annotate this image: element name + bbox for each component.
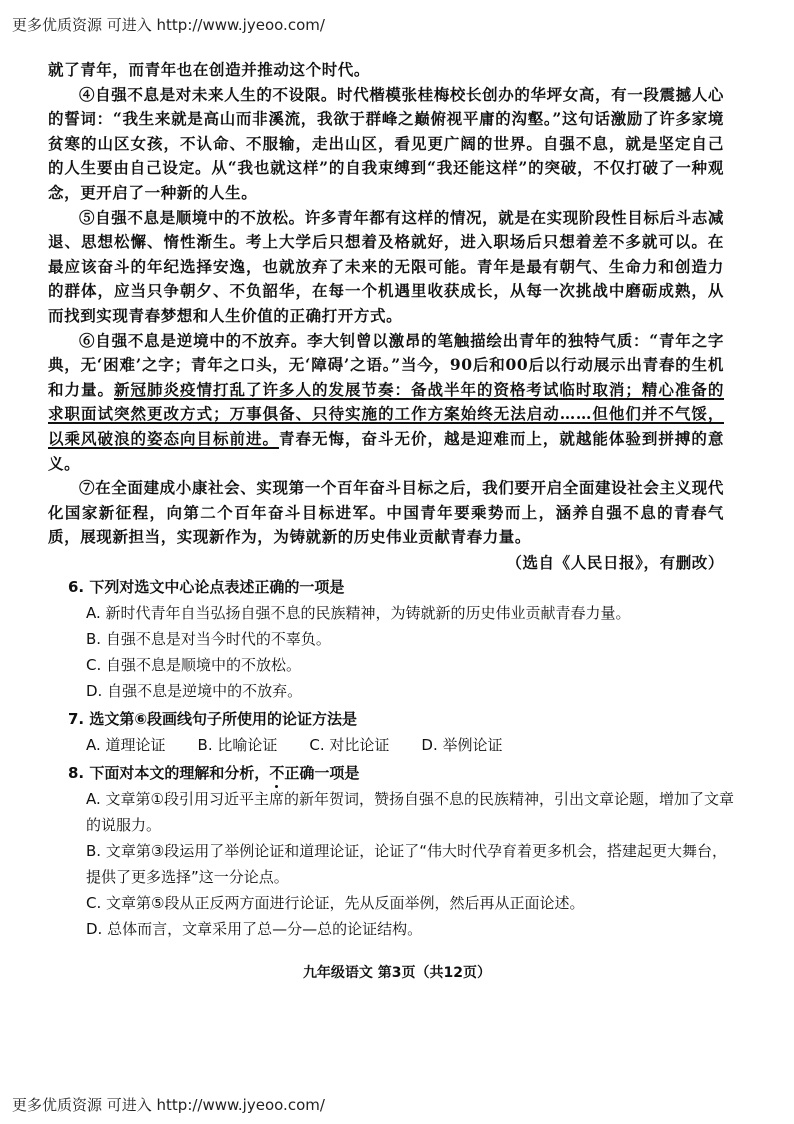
question-6-stem: 6. 下列对选文中心论点表述正确的一项是 [68, 578, 345, 596]
question-6-option-c: C. 自强不息是顺境中的不放松。 [86, 656, 302, 674]
question-7-options [68, 732, 738, 758]
question-6-option-b: B. 自强不息是对当今时代的不辜负。 [86, 630, 331, 648]
question-7-option-b: B. 比喻论证 [197, 736, 278, 754]
question-7-option-d: D. 举例论证 [421, 736, 503, 754]
question-8-stem-post: 正确一项是 [284, 764, 360, 782]
question-8-option-b: B. 文章第③段运用了举例论证和道理论证，论证了“伟大时代孕育着更多机会，搭建起更大舞台，提供了更多选择”这一分论点。 [86, 842, 728, 886]
question-8-option-c: C. 文章第⑤段从正反两方面进行论证，先从反面举例，然后再从正面论述。 [86, 894, 585, 912]
question-8-emphasis: 不 [269, 764, 285, 782]
question-7-stem: 7. 选文第⑥段画线句子所使用的论证方法是 [68, 710, 358, 728]
question-8-stem [68, 760, 738, 786]
paragraph-6-intro: ⑥自强不息是逆境中的不放弃。李大钊曾以激昂的笔触描绘出青年的独特气质：“青年之字典，无‘困难’之字；青年之口头，无‘障碍’之语。”当今，90后和00后以行动展示出青春的生机和力量。 [48, 330, 724, 399]
question-8-option-d: D. 总体而言，文章采用了总—分—总的论证结构。 [86, 920, 423, 938]
question-7 [68, 706, 738, 758]
page-footer: 九年级语文 第3页（共12页） [302, 965, 492, 981]
question-8 [68, 760, 738, 942]
top-banner: 更多优质资源 可进入 http://www.jyeoo.com/ [12, 16, 325, 34]
paragraph-7: ⑦在全面建成小康社会、实现第一个百年奋斗目标之后，我们要开启全面建设社会主义现代化国家新征程，向第二个百年奋斗目标进军。中国青年要乘势而上，涵养自强不息的青春气质，展现新担当，实现新作为，为铸就新的历史伟业贡献青春力量。 [48, 478, 724, 547]
underlined-sentences: 新冠肺炎疫情打乱了许多人的发展节奏：备战半年的资格考试临时取消；精心准备的求职面试突然更改方式；万事俱备、只待实施的工作方案始终无法启动……但他们并不气馁，以乘风破浪的姿态向目标前进。 [48, 379, 725, 448]
paragraph-3-end: 就了青年，而青年也在创造并推动这个时代。 [48, 60, 371, 79]
questions [68, 574, 738, 942]
question-8-option-a: A. 文章第①段引用习近平主席的新年贺词，赞扬自强不息的民族精神，引出文章论题，增加了文章的说服力。 [86, 790, 734, 834]
article [48, 58, 724, 575]
paragraph-5: ⑤自强不息是顺境中的不放松。许多青年都有这样的情况，就是在实现阶段性目标后斗志减退、思想松懈、惰性渐生。考上大学后只想着及格就好，进入职场后只想着差不多就可以。在最应该奋斗的年纪选择安逸，也就放弃了未来的无限可能。青年是最有朝气、生命力和创造力的群体，应当只争朝夕、不负韶华，在每一个机遇里收获成长，从每一次挑战中磨砺成熟，从而找到实现青春梦想和人生价值的正确打开方式。 [48, 207, 724, 325]
article-source: （选自《人民日报》，有删改） [506, 552, 724, 572]
paragraph-6 [48, 329, 724, 477]
question-6-option-a: A. 新时代青年自当弘扬自强不息的民族精神，为铸就新的历史伟业贡献青春力量。 [86, 604, 631, 622]
bottom-banner: 更多优质资源 可进入 http://www.jyeoo.com/ [12, 1096, 325, 1114]
paragraph-4: ④自强不息是对未来人生的不设限。时代楷模张桂梅校长创办的华坪女高，有一段震撼人心的誓词：“我生来就是高山而非溪流，我欲于群峰之巅俯视平庸的沟壑。”这句话激励了许多家境贫寒的山区女孩，不认命、不服输，走出山区，看见更广阔的世界。自强不息，就是坚定自己的人生要由自己设定。从“我也就这样”的自我束缚到“我还能这样”的突破，不仅打破了一种观念，更开启了一种新的人生。 [48, 84, 724, 202]
question-6 [68, 574, 738, 704]
paragraph-6-conclusion: 青春无悔，奋斗无价，越是迎难而上，就越能体验到拼搏的意义。 [48, 428, 724, 473]
question-7-option-c: C. 对比论证 [309, 736, 390, 754]
question-6-option-d: D. 自强不息是逆境中的不放弃。 [86, 682, 303, 700]
question-8-stem-pre: 8. 下面对本文的理解和分析， [68, 764, 270, 782]
question-7-option-a: A. 道理论证 [86, 736, 166, 754]
